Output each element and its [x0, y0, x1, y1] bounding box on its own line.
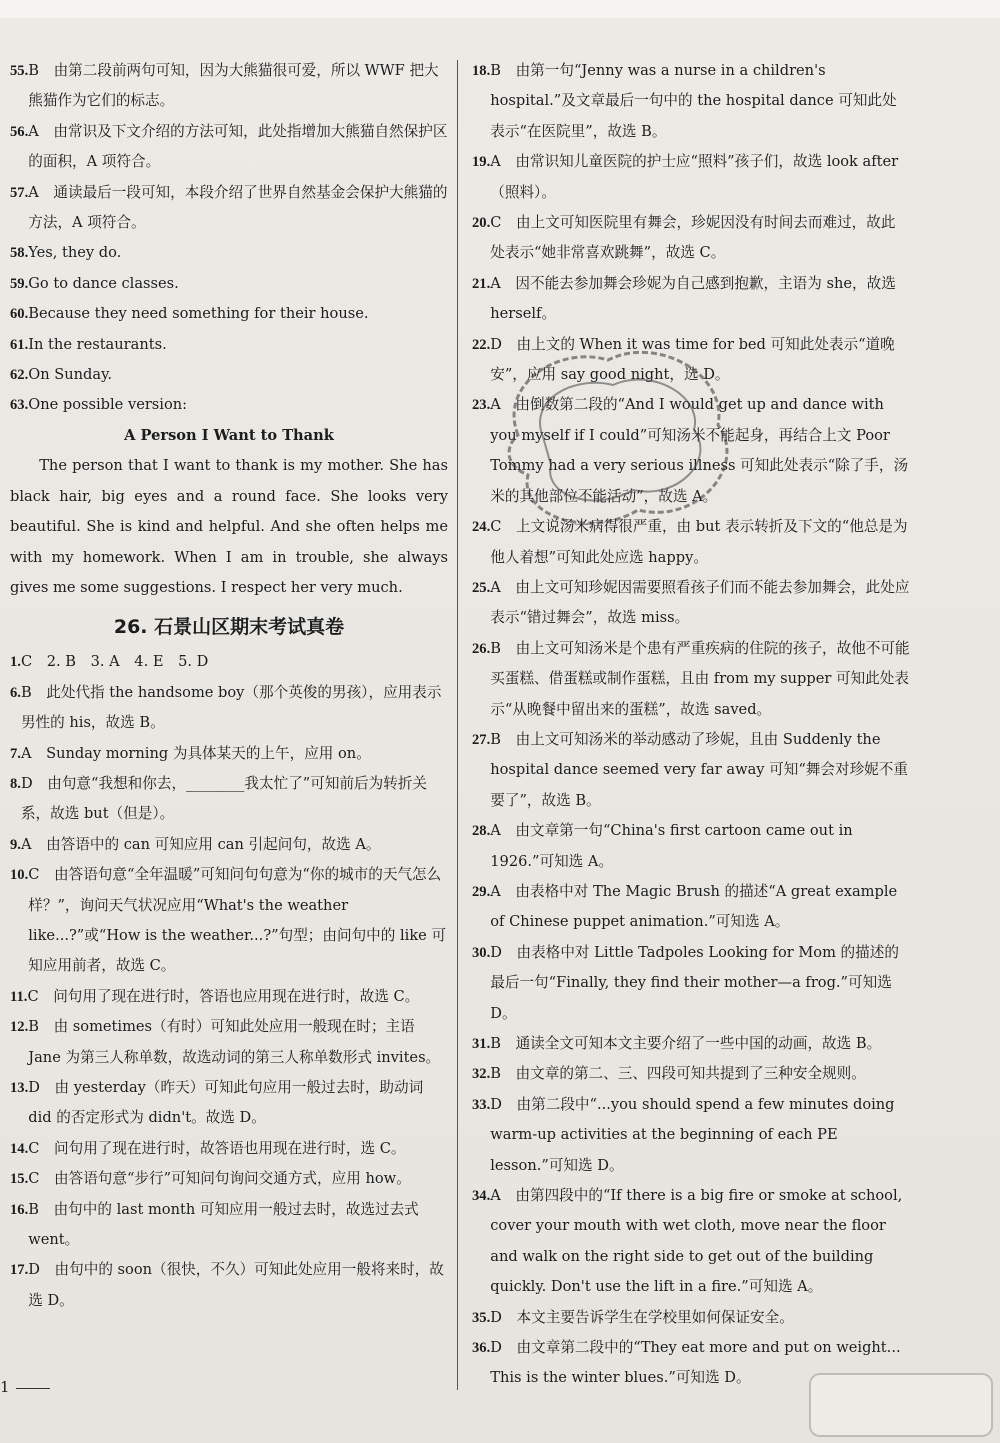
answer-item [10, 56, 448, 117]
answer-text: C 2. B 3. A 4. E 5. D [20, 653, 209, 671]
answer-number: 16. [10, 1201, 29, 1218]
answer-item [10, 1012, 448, 1073]
answer-number: 22. [472, 336, 491, 353]
answer-item [10, 678, 448, 739]
answer-text: A 由倒数第二段的“And I would get up and dance with you myself if I could”可知汤米不能起身，再结合上文 Poor Tommy had a very serious illness 可知此处表示“除了手，汤米的其他部位不能活动”，故选 A。 [490, 396, 909, 505]
answer-list-1 [10, 56, 448, 421]
answer-item [472, 208, 910, 269]
answer-item [10, 299, 448, 329]
answer-number: 61. [10, 336, 29, 353]
answer-item [10, 178, 448, 239]
answer-item [10, 330, 448, 360]
answer-text: A 由文章第一句“China's first cartoon came out in 1926.”可知选 A。 [490, 822, 853, 870]
answer-number: 24. [472, 519, 491, 536]
answer-number: 28. [472, 823, 491, 840]
answer-text: Go to dance classes. [28, 274, 179, 292]
answer-number: 20. [472, 215, 491, 232]
answer-text: D 由表格中对 Little Tadpoles Looking for Mom 的描述的最后一句“Finally, they find their mother—a frog.”可知选 D。 [490, 943, 899, 1022]
answer-item [10, 860, 448, 982]
essay-title: A Person I Want to Thank [124, 426, 334, 444]
answer-text: B 由上文可知汤米是个患有严重疾病的住院的孩子，故他不可能买蛋糕、借蛋糕或制作蛋糕，且由 from my supper 可知此处表示“从晚餐中留出来的蛋糕”，故选 saved。 [490, 639, 910, 718]
answer-item [10, 830, 448, 860]
answer-text: One possible version: [28, 396, 188, 414]
answer-number: 6. [10, 684, 21, 701]
answer-number: 31. [472, 1036, 491, 1052]
answer-item [10, 360, 448, 390]
answer-item [10, 982, 448, 1012]
answer-number: 55. [10, 63, 29, 79]
answer-number: 63. [10, 397, 29, 414]
answer-text: D 由文章第二段中的“They eat more and put on weight... This is the winter blues.”可知选 D。 [490, 1339, 901, 1387]
answer-text: C 上文说汤米病得很严重，由 but 表示转折及下文的“他总是为他人着想”可知此处应选 happy。 [490, 518, 908, 566]
answer-number: 1. [10, 654, 21, 671]
answer-text: A 由常识知儿童医院的护士应“照料”孩子们，故选 look after（照料）。 [490, 153, 899, 201]
answer-item [472, 634, 910, 725]
stamp-seal [468, 315, 758, 555]
answer-item [472, 1090, 910, 1181]
answer-text: In the restaurants. [28, 335, 167, 353]
answer-number: 25. [472, 579, 491, 596]
answer-text: A 由上文可知珍妮因需要照看孩子们而不能去参加舞会，此处应表示“错过舞会”，故选 miss。 [490, 578, 910, 627]
answer-number: 10. [10, 867, 29, 884]
section-title: 26. 石景山区期末考试真卷 [113, 616, 345, 639]
answer-number: 17. [10, 1262, 29, 1279]
watermark-frame [810, 1374, 992, 1436]
answer-number: 8. [10, 775, 21, 792]
answer-text: D 由句中的 soon（很快，不久）可知此处应用一般将来时，故选 D。 [28, 1261, 444, 1309]
answer-text: B 由文章的第二、三、四段可知共提到了三种安全规则。 [490, 1065, 866, 1083]
page-number: 1 [0, 1378, 10, 1396]
answer-item [472, 938, 910, 1029]
answer-item [10, 1073, 448, 1134]
answer-text: B 由 sometimes（有时）可知此处应用一般现在时；主语 Jane 为第三人称单数，故选动词的第三人称单数形式 invites。 [28, 1018, 441, 1066]
answer-text: Because they need something for their house. [28, 305, 369, 323]
answer-item [10, 1164, 448, 1194]
answer-number: 7. [10, 745, 21, 762]
answer-item [472, 816, 910, 877]
answer-text: D 由第二段中“...you should spend a few minutes doing warm-up activities at the beginning of each PE lesson.”可知选 D。 [490, 1095, 895, 1174]
answer-text: B 由句中的 last month 可知应用一般过去时，故选过去式 went。 [28, 1200, 419, 1249]
answer-text: B 由上文可知汤米的举动感动了珍妮，且由 Suddenly the hospital dance seemed very far away 可知“舞会对珍妮不重要了”，故选 B。 [490, 730, 908, 809]
answer-text: D 由 yesterday（昨天）可知此句应用一般过去时，助动词 did 的否定形式为 didn't。故选 D。 [28, 1079, 424, 1127]
answer-text: C 问句用了现在进行时，答语也应用现在进行时，故选 C。 [27, 987, 420, 1005]
left-column [10, 56, 448, 1316]
answer-number: 9. [10, 836, 21, 853]
answer-text: Yes, they do. [28, 244, 122, 262]
answer-list-3 [472, 56, 910, 1394]
answer-text: C 由答语句意“步行”可知问句询问交通方式，应用 how。 [28, 1170, 411, 1188]
answer-item [472, 1059, 910, 1089]
answer-number: 23. [472, 397, 491, 414]
answer-item [472, 147, 910, 208]
page-footer [0, 1378, 50, 1396]
answer-text: C 由上文可知医院里有舞会，珍妮因没有时间去而难过，故此处表示“她非常喜欢跳舞”，故选 C。 [490, 214, 896, 262]
answer-text: A 由第四段中的“If there is a big fire or smoke at school, cover your mouth with wet cloth, move near the floor and walk on the right side to get out of the building quickly. Don't use the lift in a fire.”可知选 A。 [490, 1187, 903, 1296]
answer-number: 30. [472, 944, 491, 961]
answer-number: 14. [10, 1140, 29, 1157]
answer-number: 56. [10, 123, 29, 140]
answer-number: 57. [10, 184, 29, 201]
answer-number: 13. [10, 1080, 29, 1096]
answer-number: 59. [10, 275, 29, 292]
answer-item [10, 739, 448, 769]
answer-number: 33. [472, 1096, 491, 1113]
answer-text: B 通读全文可知本文主要介绍了一些中国的动画，故选 B。 [490, 1035, 882, 1052]
answer-number: 26. [472, 640, 491, 657]
answer-item [472, 56, 910, 147]
answer-text: A 由答语中的 can 可知应用 can 引起问句，故选 A。 [20, 835, 381, 853]
answer-number: 18. [472, 63, 491, 79]
answer-item [10, 1195, 448, 1256]
answer-item [10, 1134, 448, 1164]
answer-text: On Sunday. [28, 366, 113, 384]
answer-item [10, 269, 448, 299]
answer-number: 11. [10, 988, 28, 1005]
answer-item [472, 1029, 910, 1059]
answer-text: D 由上文的 When it was time for bed 可知此处表示“道晚安”，应用 say good night，选 D。 [490, 335, 895, 384]
answer-item [10, 1255, 448, 1316]
answer-number: 60. [10, 306, 29, 323]
answer-number: 32. [472, 1066, 491, 1083]
watermark-logo [808, 1372, 994, 1438]
answer-text: A Sunday morning 为具体某天的上午，应用 on。 [20, 744, 371, 762]
answer-item [10, 769, 448, 830]
answer-number: 58. [10, 245, 29, 262]
answer-item [472, 1181, 910, 1303]
answer-text: B 此处代指 the handsome boy（那个英俊的男孩），应用表示男性的 his，故选 B。 [20, 683, 442, 732]
answer-number: 62. [10, 367, 29, 384]
answer-number: 19. [472, 154, 491, 171]
answer-number: 36. [472, 1340, 491, 1357]
column-divider [457, 60, 458, 1390]
answer-number: 35. [472, 1309, 491, 1326]
answer-number: 21. [472, 275, 491, 292]
answer-text: D 本文主要告诉学生在学校里如何保证安全。 [490, 1308, 794, 1326]
answer-text: A 因不能去参加舞会珍妮为自己感到抱歉，主语为 she，故选 herself。 [490, 274, 896, 323]
answer-item [10, 238, 448, 268]
answer-item [472, 573, 910, 634]
answer-number: 34. [472, 1188, 491, 1205]
answer-number: 27. [472, 731, 491, 748]
right-column [472, 56, 910, 1394]
stamp-inner-outline [540, 380, 700, 501]
answer-item [10, 390, 448, 420]
answer-text: D 由句意“我想和你去，________我太忙了”可知前后为转折关系，故选 but（但是）。 [20, 774, 428, 823]
footer-rule [16, 1388, 50, 1389]
essay-body: The person that I want to thank is my mother. She has black hair, big eyes and a round face. She looks very beautiful. She is kind and helpful. And she often helps me with my homework. When I am in trouble, she always gives me some suggestions. I respect her very much. [10, 457, 448, 596]
answer-text: B 由第一句“Jenny was a nurse in a children's hospital.”及文章最后一句中的 the hospital dance 可知此处表示“在医院里”，故选 B。 [490, 62, 897, 140]
top-band [0, 0, 1000, 18]
answer-item [10, 117, 448, 178]
answer-item [10, 647, 448, 677]
answer-text: A 由常识及下文介绍的方法可知，此处指增加大熊猫自然保护区的面积，A 项符合。 [28, 122, 448, 171]
answer-item [472, 877, 910, 938]
answer-number: 29. [472, 883, 491, 900]
answer-text: C 由答语句意“全年温暖”可知问句句意为“你的城市的天气怎么样？”，询问天气状况应用“What's the weather like...?”或“How is the weather...?”句型；由问句中的 like 可知应用前者，故选 C。 [28, 866, 447, 975]
answer-item [472, 1303, 910, 1333]
answer-text: A 通读最后一段可知，本段介绍了世界自然基金会保护大熊猫的方法，A 项符合。 [28, 183, 448, 232]
answer-text: A 由表格中对 The Magic Brush 的描述“A great example of Chinese puppet animation.”可知选 A。 [490, 882, 898, 931]
answer-number: 15. [10, 1171, 29, 1188]
answer-item [472, 725, 910, 816]
answer-text: B 由第二段前两句可知，因为大熊猫很可爱，所以 WWF 把大熊猫作为它们的标志。 [28, 62, 439, 110]
answer-list-2 [10, 647, 448, 1316]
answer-text: C 问句用了现在进行时，故答语也用现在进行时，选 C。 [28, 1139, 406, 1157]
answer-number: 12. [10, 1019, 29, 1036]
